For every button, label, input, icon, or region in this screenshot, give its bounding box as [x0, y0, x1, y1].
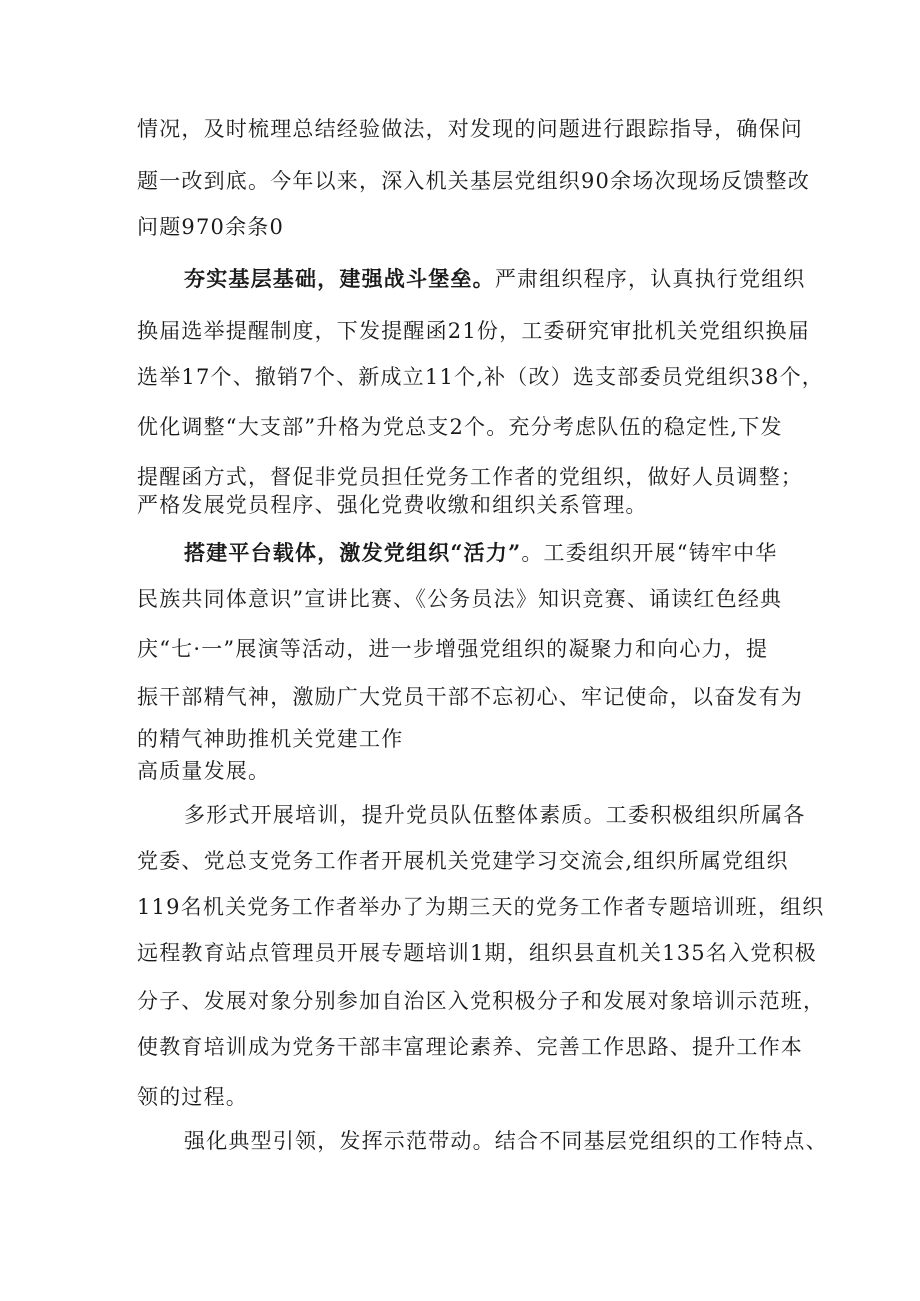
paragraph-line: [184, 264, 806, 294]
text-line: 问题970余条0: [137, 215, 285, 239]
text-line: 情况，及时梳理总结经验做法，对发现的问题进行跟踪指导，确保问: [137, 117, 803, 141]
text-line: 庆“七·一”展演等活动，进一步增强党组织的凝聚力和向心力，提: [137, 637, 769, 661]
text-line: 的精气神助推机关党建工作: [137, 727, 404, 751]
text-line: 严格发展党员程序、强化党费收缴和组织关系管理。: [137, 493, 648, 517]
paragraph-text: 。工委组织开展“铸牢中华: [521, 541, 778, 565]
text-line: 使教育培训成为党务干部丰富理论素养、完善工作思路、提升工作本: [137, 1035, 803, 1059]
text-line: 换届选举提醒制度，下发提醒函21份，工委研究审批机关党组织换届: [137, 319, 810, 343]
text-line: 民族共同体意识”宣讲比赛、《公务员法》知识竞赛、诵读红色经典: [137, 587, 783, 611]
paragraph-text: 严肃组织程序，认真执行党组织: [494, 267, 806, 291]
paragraph-line: 多形式开展培训，提升党员队伍整体素质。工委积极组织所属各: [184, 803, 806, 827]
text-line: 分子、发展对象分别参加自治区入党积极分子和发展对象培训示范班，: [137, 989, 826, 1013]
text-line: 党委、党总支党务工作者开展机关党建学习交流会,组织所属党组织: [137, 849, 789, 873]
paragraph-line: [184, 538, 778, 568]
text-line: 优化调整“大支部”升格为党总支2个。充分考虑队伍的稳定性,下发: [137, 415, 783, 439]
section-heading: 搭建平台载体，激发党组织“活力”: [184, 540, 522, 565]
text-line: 题一改到底。今年以来，深入机关基层党组织90余场次现场反馈整改: [137, 169, 810, 193]
section-heading: 夯实基层基础，建强战斗堡垒。: [184, 266, 495, 291]
text-line: 选举17个、撤销7个、新成立11个,补（改）选支部委员党组织38个，: [137, 365, 824, 389]
text-line: 提醒函方式，督促非党员担任党务工作者的党组织，做好人员调整；: [137, 465, 803, 489]
text-line: 领的过程。: [137, 1085, 248, 1109]
paragraph-line: 强化典型引领，发挥示范带动。结合不同基层党组织的工作特点、: [184, 1129, 828, 1153]
text-line: 远程教育站点管理员开展专题培训1期，组织县直机关135名入党积极: [137, 941, 817, 965]
text-line: 高质量发展。: [137, 759, 271, 783]
text-line: 119名机关党务工作者举办了为期三天的党务工作者专题培训班，组织: [137, 895, 825, 919]
text-line: 振干部精气神，激励广大党员干部不忘初心、牢记使命，以奋发有为: [137, 685, 803, 709]
